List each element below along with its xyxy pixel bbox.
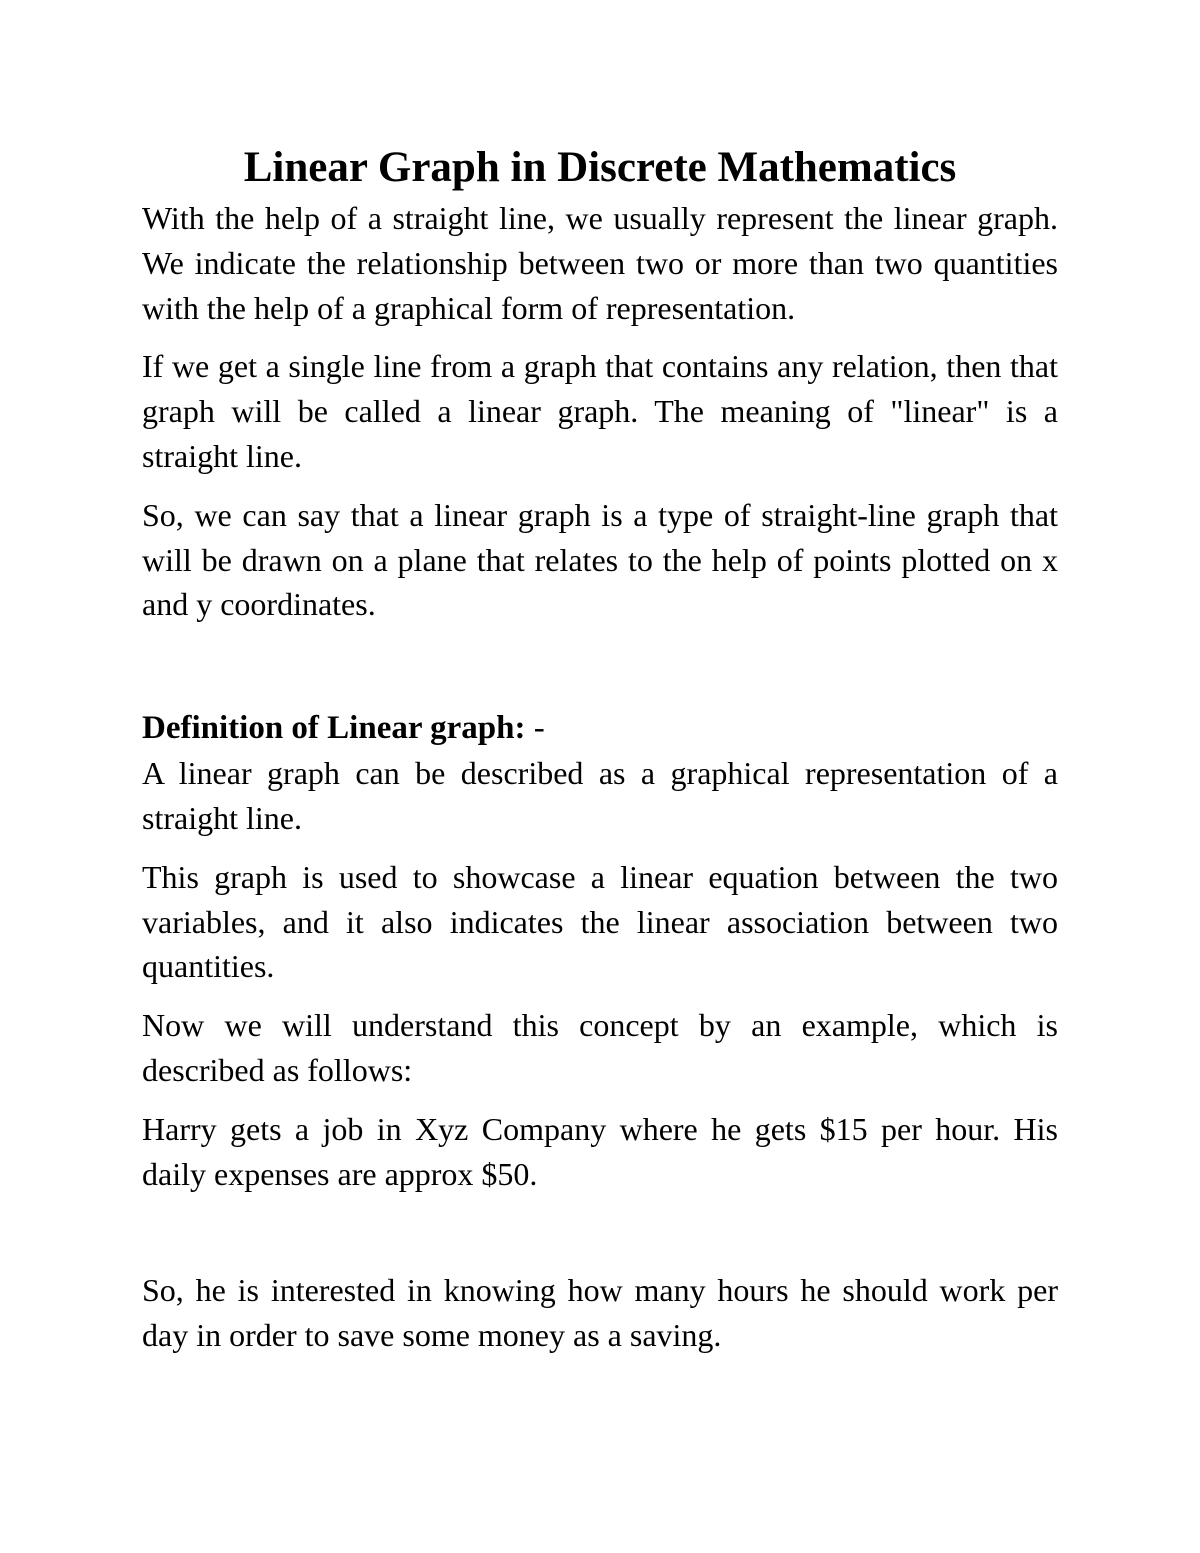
- definition-heading-text: Definition of Linear graph:: [142, 710, 526, 747]
- intro-paragraph-1: With the help of a straight line, we usually represent the linear graph. We indicate the relationship between two or more than two quantities with the help of a graphical form of representation.: [142, 200, 1058, 326]
- definition-heading: [142, 705, 1058, 751]
- definition-paragraph-3: Now we will understand this concept by an example, which is described as follows:: [142, 1007, 1058, 1088]
- intro-paragraph-3: So, we can say that a linear graph is a type of straight-line graph that will be drawn on a plane that relates to the help of points plotted on x and y coordinates.: [142, 496, 1058, 623]
- document-body: [142, 140, 1058, 1358]
- page-title: Linear Graph in Discrete Mathematics: [243, 144, 957, 191]
- definition-paragraph-2: This graph is used to showcase a linear equation between the two variables, and it also indicates the linear association between two quantities.: [142, 858, 1058, 985]
- definition-paragraph-1: A linear graph can be described as a graphical representation of a straight line.: [142, 755, 1058, 836]
- example-paragraph: Harry gets a job in Xyz Company where he gets $15 per hour. His daily expenses are approx $50.: [142, 1110, 1058, 1192]
- intro-paragraph-2: If we get a single line from a graph that contains any relation, then that graph will be called a linear graph. The meaning of "linear" is a straight line.: [142, 348, 1058, 474]
- example-question-paragraph: So, he is interested in knowing how many hours he should work per day in order to save some money as a saving.: [142, 1272, 1058, 1354]
- definition-heading-suffix: -: [525, 710, 545, 747]
